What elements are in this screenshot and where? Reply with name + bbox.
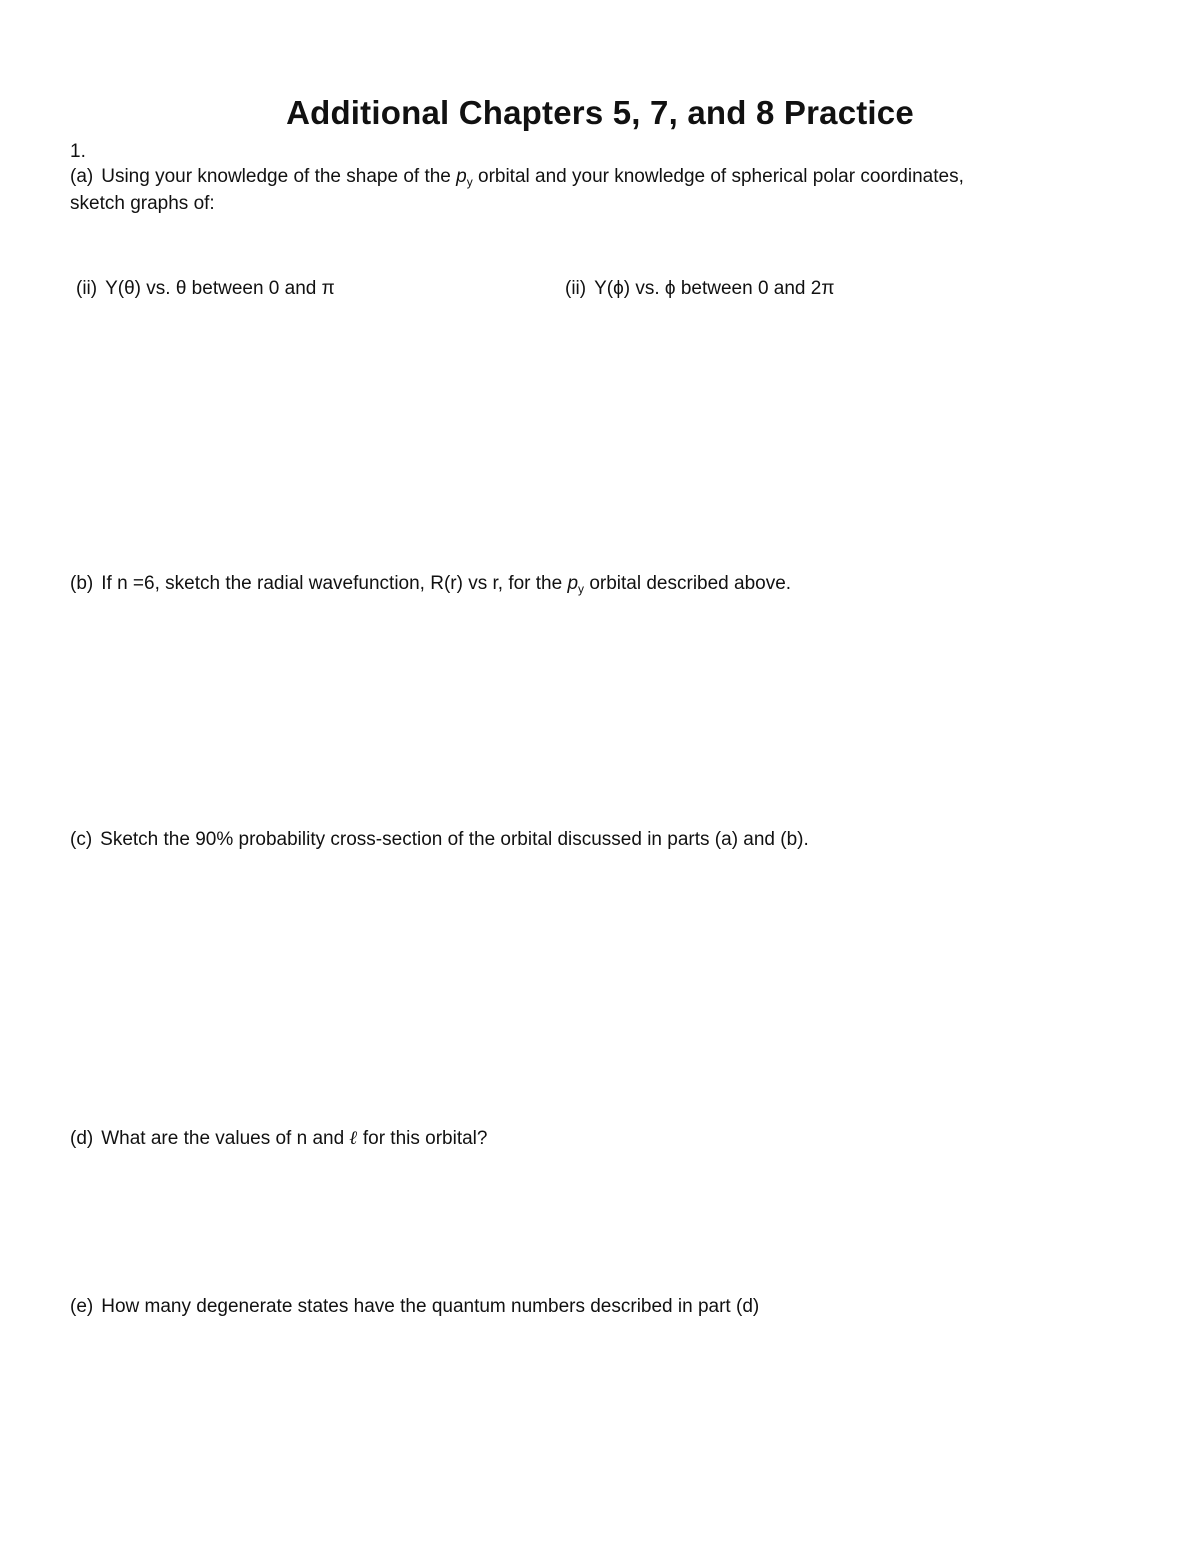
question-a-part-1-label: (ii) [76,278,98,299]
ell-symbol: ℓ [349,1127,358,1149]
page-title: Additional Chapters 5, 7, and 8 Practice [286,94,914,131]
question-b-text-before: If n =6, sketch the radial wavefunction, R(r) vs r, for the [101,573,568,594]
orbital-subscript: y [578,582,585,596]
question-a-line-2: sketch graphs of: [70,193,215,214]
question-a-part-1 [76,276,335,302]
question-d-text-before: What are the values of n and [101,1128,350,1149]
question-a-part-2-label: (ii) [565,278,587,299]
question-a-part-2 [565,276,834,302]
question-a-part-2-text: Y(ϕ) vs. ϕ between 0 and 2π [594,278,835,299]
question-b-label: (b) [70,573,94,594]
question-e-label: (e) [70,1296,94,1317]
question-d-label: (d) [70,1128,94,1149]
question-a-text-after: orbital and your knowledge of spherical polar coordinates, [472,166,964,187]
question-a-part-1-text: Y(θ) vs. θ between 0 and π [105,278,335,299]
question-b-text-after: orbital described above. [584,573,792,594]
question-e [70,1294,759,1320]
question-a-label: (a) [70,166,94,187]
question-c-label: (c) [70,829,93,850]
question-e-text: How many degenerate states have the quantum numbers described in part (d) [101,1296,760,1317]
question-b [70,571,791,602]
question-c-text: Sketch the 90% probability cross-section of the orbital discussed in parts (a) and (b). [100,829,809,850]
question-c [70,827,809,853]
orbital-symbol: p [567,573,579,594]
orbital-subscript: y [466,175,473,189]
question-d-text-after: for this orbital? [357,1128,488,1149]
orbital-symbol: p [456,166,467,187]
question-number: 1. [70,141,86,162]
question-a-text-before: Using your knowledge of the shape of the [101,166,457,187]
question-d [70,1125,487,1152]
